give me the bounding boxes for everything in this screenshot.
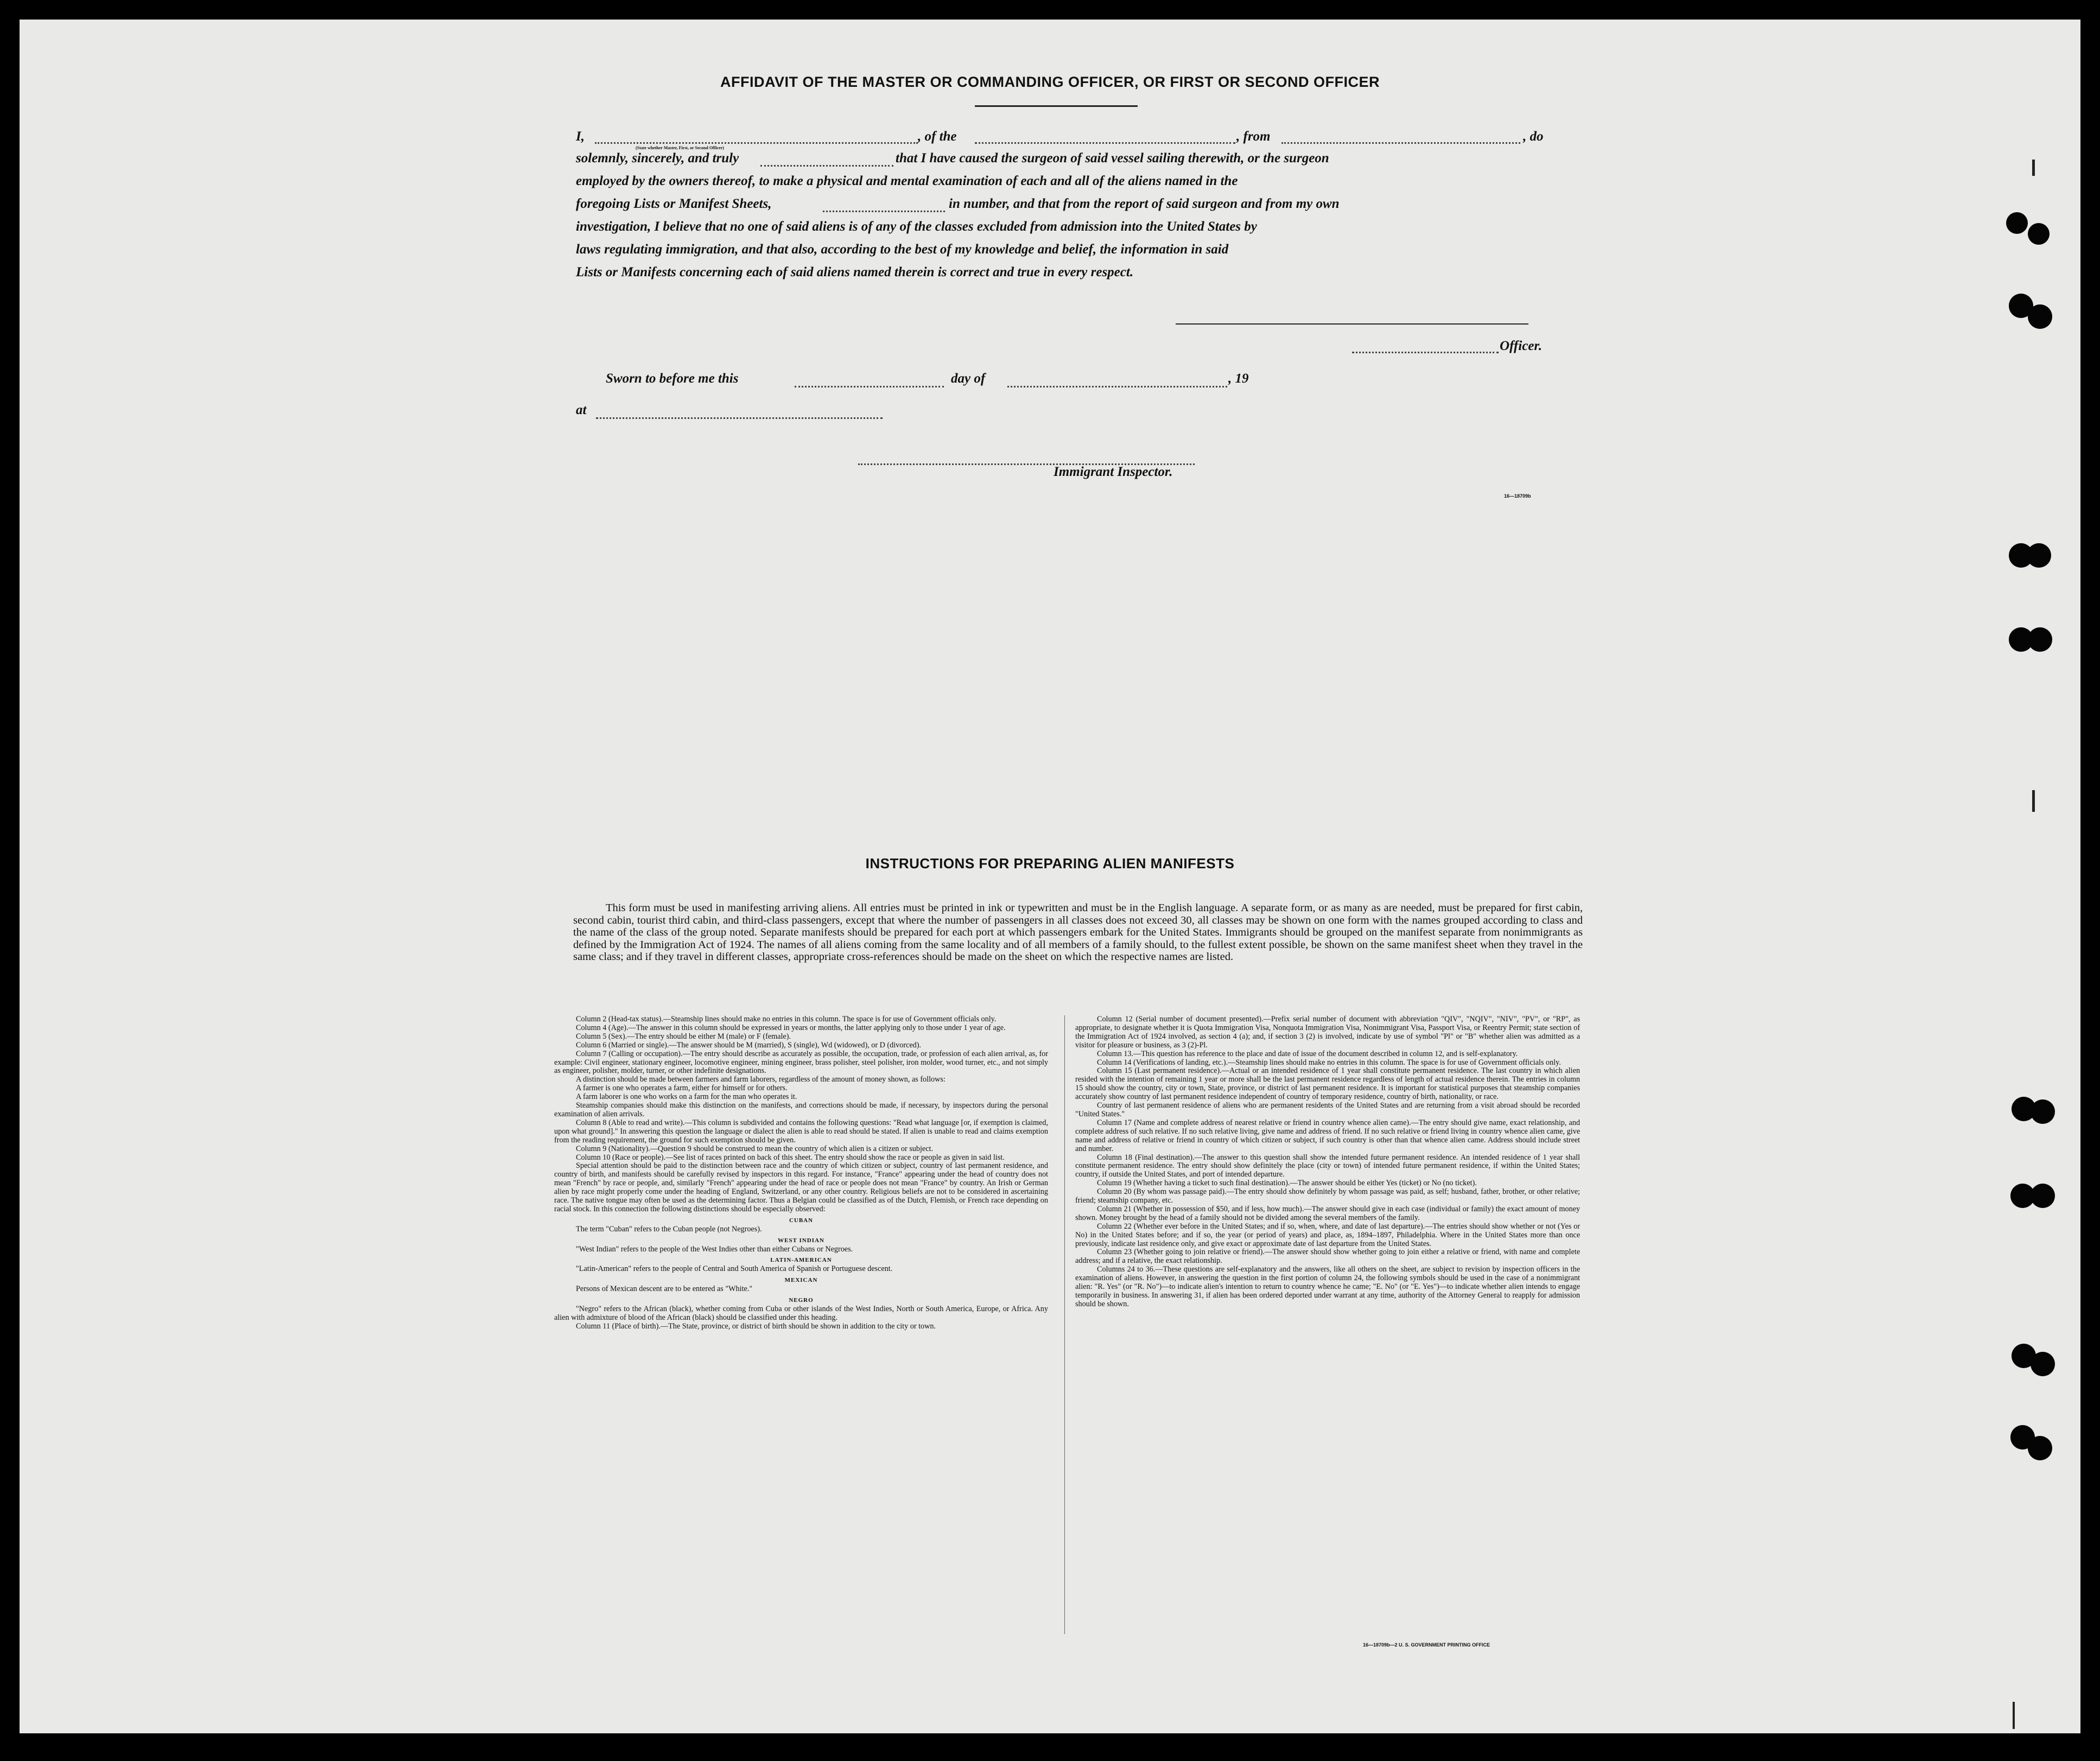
affidavit-line-5: investigation, I believe that no one of said aliens is of any of the classes excluded from admission into the United States by bbox=[576, 219, 1257, 234]
officer-title-field[interactable] bbox=[1352, 352, 1499, 353]
title-underline bbox=[975, 105, 1138, 107]
punch-hole bbox=[2028, 304, 2052, 329]
punch-hole bbox=[2027, 543, 2051, 568]
punch-hole bbox=[2028, 223, 2050, 245]
west-indian-text: "West Indian" refers to the people of the West Indies other than either Cubans or Negroes. bbox=[576, 1244, 853, 1254]
officer-label: Officer. bbox=[1500, 339, 1542, 353]
state-note: (State whether Master, First, or Second Officer) bbox=[636, 145, 724, 150]
officer-rank-field[interactable] bbox=[595, 142, 918, 144]
col10-text: Column 10 (Race or people).—See list of races printed on back of this sheet. The entry should show the race or people as given in said list. bbox=[576, 1153, 1005, 1162]
tear-mark bbox=[2013, 1702, 2015, 1729]
col14-text: Column 14 (Verifications of landing, etc.).—Steamship lines should make no entries in this column. The space is for use of Government officials only. bbox=[1097, 1058, 1561, 1067]
affidavit-line-6: laws regulating immigration, and that also, according to the best of my knowledge and belief, the information in said bbox=[576, 242, 1229, 257]
col6-text: Column 6 (Married or single).—The answer should be M (married), S (single), Wd (widowed), or D (divorced). bbox=[576, 1040, 922, 1050]
affidavit-line-3: employed by the owners thereof, to make a physical and mental examination of each and all of the aliens named in the bbox=[576, 174, 1238, 188]
cuban-text: The term "Cuban" refers to the Cuban people (not Negroes). bbox=[576, 1224, 762, 1234]
col21-text: Column 21 (Whether in possession of $50, and if less, how much).—The answer should give in each case (individual or family) the exact amount of money shown. Money brought by the head of a family should not be divided among the several members of the family. bbox=[1075, 1204, 1580, 1222]
punch-hole bbox=[2031, 1352, 2055, 1376]
sworn-place-field[interactable] bbox=[596, 417, 883, 419]
punch-hole bbox=[2028, 1436, 2052, 1460]
col17-text: Column 17 (Name and complete address of nearest relative or friend in country whence alien came).—The entry should give name, exact relationship, and complete address of such relative. If no such relative living, give name and address of friend. If no such relative or friend living in country whence alien came, give name and address of relative or friend in country of which citizen or subject, if such country is other than that whence alien came. Address should include street and number. bbox=[1075, 1118, 1580, 1153]
column-divider bbox=[1064, 1015, 1065, 1634]
farmer-text: A farmer is one who operates a farm, either for himself or for others. bbox=[576, 1084, 788, 1093]
latin-american-text: "Latin-American" refers to the people of Central and South America of Spanish or Portuguese descent. bbox=[576, 1264, 893, 1274]
punch-hole bbox=[2006, 212, 2028, 234]
col7-text: Column 7 (Calling or occupation).—The entry should describe as accurately as possible, the occupation, trade, or profession of each alien arrival, as, for example: Civil engineer, stationary engineer, locomotive engineer, mining engineer, brass polisher, steel polisher, iron molder, wood turner, etc., and not simply as engineer, polisher, molder, turner, or other indefinite designations. bbox=[554, 1049, 1048, 1076]
col20-text: Column 20 (By whom was passage paid).—The entry should show definitely by whom passage was paid, as self; husband, father, brother, or other relative; friend; steamship company, etc. bbox=[1075, 1187, 1580, 1205]
affidavit-title: AFFIDAVIT OF THE MASTER OR COMMANDING OFFICER, OR FIRST OR SECOND OFFICER bbox=[720, 74, 1380, 90]
col13-text: Column 13.—This question has reference to the place and date of issue of the document described in column 12, and is self-explanatory. bbox=[1097, 1049, 1518, 1058]
line4b: in number, and that from the report of said surgeon and from my own bbox=[949, 196, 1340, 211]
vessel-name-field[interactable] bbox=[975, 142, 1235, 144]
col19-text: Column 19 (Whether having a ticket to such final destination).—The answer should be either Yes (ticket) or No (no ticket). bbox=[1097, 1179, 1477, 1188]
negro-heading: NEGRO bbox=[789, 1297, 814, 1304]
sworn-label: Sworn to before me this bbox=[606, 371, 739, 386]
col4-text: Column 4 (Age).—The answer in this column should be expressed in years or months, the latter applying only to those under 1 year of age. bbox=[576, 1023, 1006, 1032]
of-the-label: , of the bbox=[918, 129, 957, 144]
line2a: solemnly, sincerely, and truly bbox=[576, 151, 739, 166]
col11-text: Column 11 (Place of birth).—The State, province, or district of birth should be shown in addition to the city or town. bbox=[576, 1321, 936, 1331]
inspector-label: Immigrant Inspector. bbox=[1054, 465, 1173, 479]
mexican-text: Persons of Mexican descent are to be entered as "White." bbox=[576, 1285, 753, 1294]
col2-text: Column 2 (Head-tax status).—Steamship lines should make no entries in this column. The space is for use of Government officials only. bbox=[576, 1015, 997, 1023]
cuban-heading: CUBAN bbox=[789, 1217, 814, 1224]
punch-hole bbox=[2028, 627, 2052, 652]
col5-text: Column 5 (Sex).—The entry should be either M (male) or F (female). bbox=[576, 1032, 791, 1041]
port-from-field[interactable] bbox=[1281, 142, 1520, 144]
col23-text: Column 23 (Whether going to join relative or friend).—The answer should show whether going to join either a relative or friend, with name and complete address; and if a relative, the exact relationship. bbox=[1075, 1248, 1580, 1266]
steamship-distinction-text: Steamship companies should make this distinction on the manifests, and corrections should be made, if necessary, by inspectors during the personal examination of alien arrivals. bbox=[554, 1101, 1048, 1118]
col24-36-text: Columns 24 to 36.—These questions are self-explanatory and the answers, like all others on the sheet, are subject to revision by inspection officers in the examination of aliens. However, in answering the question in the first portion of column 24, the following symbols should be used in the case of a nonimmigrant alien: "R. Yes" (or "R. No")—to indicate alien's intention to return to country whence he came; "E. No" (or "E. Yes")—to indicate whether alien intends to engage temporarily in business. In answering 31, if alien has been ordered deported under warrant at any time, authority of the Attorney General to reapply for admission should be shown. bbox=[1075, 1265, 1580, 1308]
i-label: I, bbox=[576, 129, 585, 144]
col22-text: Column 22 (Whether ever before in the United States; and if so, when, where, and date of last departure).—The entries should show whether or not (Yes or No) in the United States before; and if so, the year (or period of years) and place, as, 1894–1897, Philadelphia. Where in the United States more than once previously, indicate last residence only, and give exact or approximate date of last departure from the United States. bbox=[1075, 1222, 1580, 1248]
printing-office-footer: 16—18709b—2 U. S. GOVERNMENT PRINTING OFFICE bbox=[1363, 1642, 1490, 1648]
race-distinction-text: Special attention should be paid to the distinction between race and the country of which citizen or subject, country of last permanent residence, and country of birth, and manifests should be carefully revised by inspectors in this regard. For instance, "France" appearing under the head of country does not mean "French" by race or people, and, similarly "French" appearing under the head of race or people does not mean "France" by country. An Irish or German alien by race might properly come under the heading of England, Switzerland, or any other country. Religious beliefs are not to be considered in ascertaining race. The native tongue may often be used as the determining factor. Thus a Belgian could be classified as of the Dutch, Flemish, or French race depending on racial stock. In this connection the following distinctions should be especially observed: bbox=[554, 1161, 1048, 1213]
at-label: at bbox=[576, 403, 587, 417]
col12-text: Column 12 (Serial number of document presented).—Prefix serial number of document with abbreviation "QIV", "NQIV", "NIV", "PV", or "RP", as appropriate, to designate whether it is Quota Immigration Visa, Nonquota Immigration Visa, Nonimmigrant Visa, Passport Visa, or Reentry Permit; state section of the Immigration Act of 1924 involved, as section 4 (a); and, if section 3 (2) is involved, indicate by use of symbol "Pl" or "B" whether alien was admitted as a visitor for pleasure or business, as 3 (2)-Pl. bbox=[1075, 1015, 1580, 1050]
affidavit-line-7: Lists or Manifests concerning each of said aliens named therein is correct and true in every respect. bbox=[576, 265, 1134, 279]
line2b: that I have caused the surgeon of said vessel sailing therewith, or the surgeon bbox=[896, 151, 1329, 166]
instructions-left-column bbox=[554, 1015, 1048, 1331]
col18-text: Column 18 (Final destination).—The answer to this question shall show the intended future permanent residence. An intended residence of 1 year shall constitute permanent residence. The entry should show definitely the place (city or town) of intended future permanent residence, if within the United States; country, if outside the United States, and port of intended departure. bbox=[1075, 1153, 1580, 1179]
manifest-sheet bbox=[20, 20, 2080, 1733]
latin-american-heading: LATIN-AMERICAN bbox=[770, 1257, 832, 1264]
do-label: , do bbox=[1523, 129, 1544, 144]
instructions-intro bbox=[573, 902, 1583, 963]
west-indian-heading: WEST INDIAN bbox=[778, 1237, 824, 1244]
mexican-heading: MEXICAN bbox=[784, 1277, 818, 1284]
instructions-right-column bbox=[1075, 1015, 1580, 1309]
farm-laborer-text: A farm laborer is one who works on a farm for the man who operates it. bbox=[576, 1092, 797, 1102]
day-of-label: day of bbox=[951, 371, 986, 386]
number-of-sheets-field[interactable] bbox=[823, 211, 945, 212]
from-label: , from bbox=[1236, 129, 1271, 144]
line4a: foregoing Lists or Manifest Sheets, bbox=[576, 196, 772, 211]
col9-text: Column 9 (Nationality).—Question 9 should be construed to mean the country of which alien is a citizen or subject. bbox=[576, 1144, 933, 1153]
solemnly-field[interactable] bbox=[760, 165, 893, 167]
punch-hole bbox=[2031, 1184, 2055, 1208]
affidavit-line-2 bbox=[576, 151, 739, 166]
sworn-day-field[interactable] bbox=[795, 386, 944, 387]
us-residents-text: Country of last permanent residence of aliens who are permanent residents of the United States and are returning from a visit abroad should be recorded "United States." bbox=[1075, 1101, 1580, 1118]
col8-text: Column 8 (Able to read and write).—This column is subdivided and contains the following questions: "Read what language [or, if exemption is claimed, upon what ground]." In answering this question the language or dialect the alien is able to read should be stated. If alien is unable to read and claims exemption from the reading requirement, the ground for such exemption should be given. bbox=[554, 1118, 1048, 1145]
farmer-distinction-text: A distinction should be made between farmers and farm laborers, regardless of the amount of money shown, as follows: bbox=[576, 1075, 946, 1084]
binder-mark bbox=[2032, 160, 2035, 176]
intro-text: This form must be used in manifesting arriving aliens. All entries must be printed in ink or typewritten and must be in the English language. A separate form, or as many as are needed, must be prepared for first cabin, second cabin, tourist third cabin, and third-class passengers, except that where the number of passengers in all classes does not exceed 30, all classes may be shown on one form with the names grouped according to class and the name of the class of the group noted. Separate manifests should be prepared for each port at which passengers embark for the United States. Immigrants should be grouped on the manifest separate from nonimmigrants as defined by the Immigration Act of 1924. The names of all aliens coming from the same locality and of all members of a family should, to the fullest extent possible, be shown on the same manifest sheet when they travel in the same class; and if they travel in different classes, appropriate cross-references should be made on the sheet on which the respective names are listed. bbox=[573, 902, 1583, 963]
year-label: , 19 bbox=[1228, 371, 1249, 386]
sworn-month-field[interactable] bbox=[1007, 386, 1227, 387]
punch-hole bbox=[2031, 1099, 2055, 1124]
negro-text: "Negro" refers to the African (black), whether coming from Cuba or other islands of the West Indies, North or South America, Europe, or Africa. Any alien with admixture of blood of the African (black) should be classified under this heading. bbox=[554, 1305, 1048, 1322]
officer-signature-line[interactable] bbox=[1176, 323, 1528, 325]
instructions-title: INSTRUCTIONS FOR PREPARING ALIEN MANIFESTS bbox=[865, 855, 1235, 872]
form-code: 16—18709b bbox=[1504, 493, 1531, 499]
binder-mark bbox=[2032, 790, 2035, 812]
col15-text: Column 15 (Last permanent residence).—Actual or an intended residence of 1 year shall constitute permanent residence. The last country in which alien resided with the intention of remaining 1 year or more shall be the last permanent residence regardless of length of actual residence therein. The entries in column 15 should show the country, city or town, State, province, or district of last permanent residence. It is important for statistical purposes that steamship companies accurately show country of last permanent residence independent of country of temporary residence, country of birth, nationality, or race. bbox=[1075, 1066, 1580, 1102]
